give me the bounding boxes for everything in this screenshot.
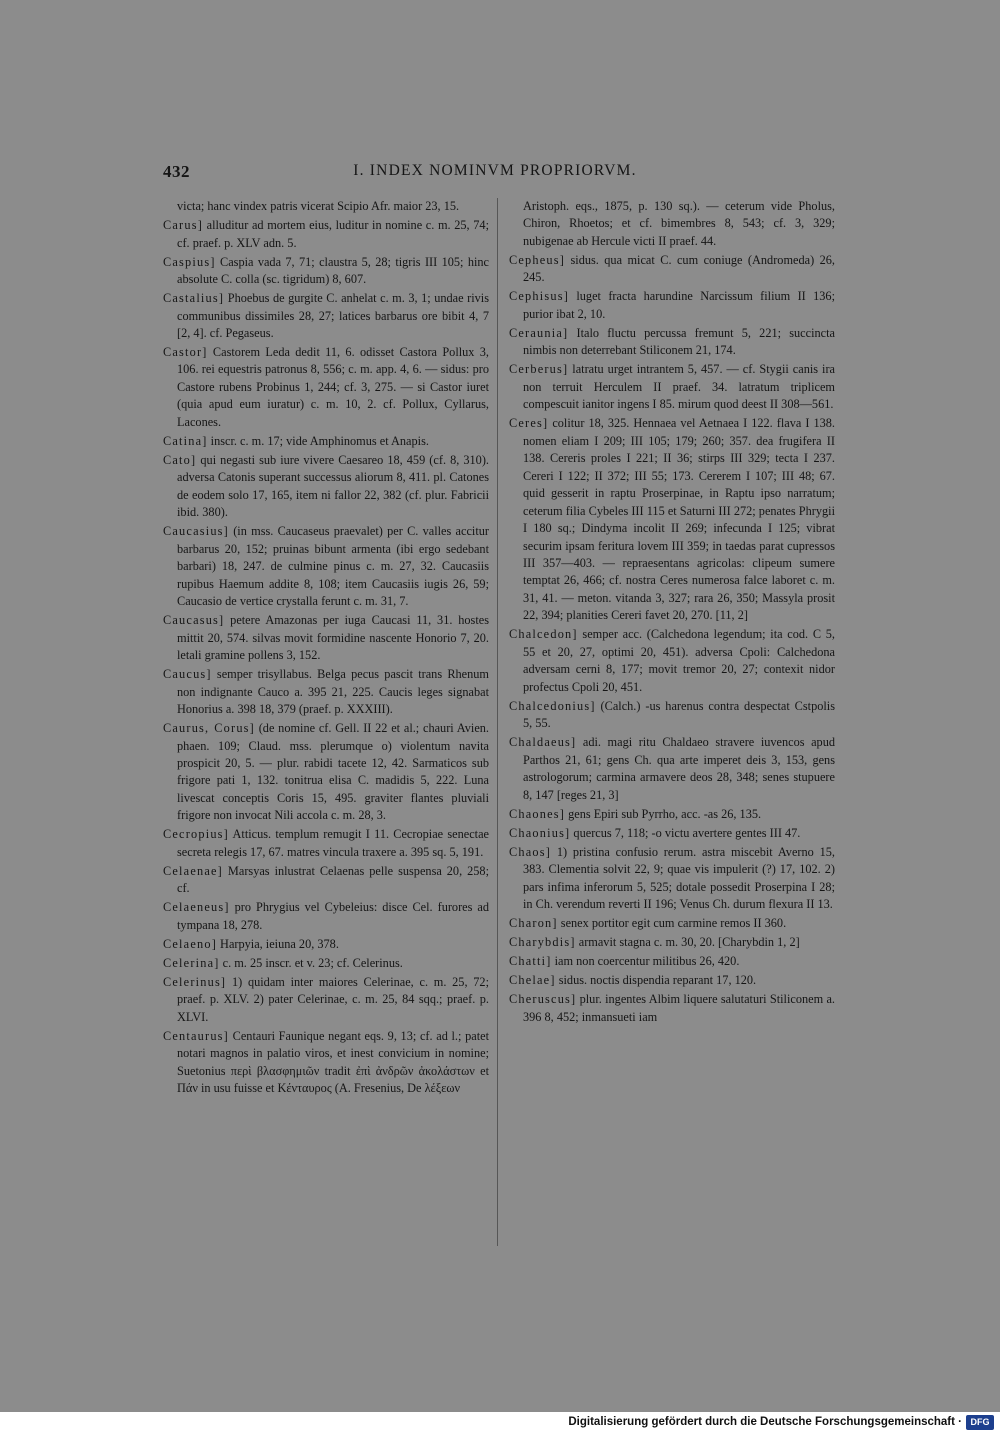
entry-text: (in mss. Caucaseus praevalet) per C. valles accitur barbarus 20, 152; pruinas bibunt armenta (ibi ergo sedebant barbari) 18, 247. de culmine pinus c. m. 27, 32. Caucasiis rupibus Haemum addite 8, 108; item Caucasiis iugis 26, 59; Caucasio de vertice crystalla ferunt c. m. 31, 7. (177, 524, 489, 609)
entry-headword: Caucus] (163, 667, 212, 682)
index-entry (163, 344, 489, 431)
index-entry (509, 953, 835, 970)
entry-text: sidus. noctis dispendia reparant 17, 120. (555, 973, 757, 988)
entry-text: qui negasti sub iure vivere Caesareo 18, 459 (cf. 8, 310). adversa Catonis superant successus aliorum 8, 411. pl. Catones de eodem solo 17, 165, item ni fallor 22, 382 (cf. plur. Fabricii ibid. 380). (177, 452, 489, 520)
dfg-logo: DFG (966, 1415, 994, 1430)
entry-text: c. m. 25 inscr. et v. 23; cf. Celerinus. (219, 955, 403, 970)
entry-headword: Ceres] (509, 416, 549, 431)
index-entry (509, 806, 835, 823)
entry-headword: Chaonius] (509, 825, 571, 840)
index-entry-continuation (163, 198, 489, 215)
entry-text: senex portitor egit cum carmine remos II 360. (557, 916, 787, 931)
footer-funding-text: Digitalisierung gefördert durch die Deutsche Forschungsgemeinschaft · (568, 1416, 962, 1428)
index-entry (509, 934, 835, 951)
entry-headword: Celerina] (163, 955, 220, 970)
index-entry-continuation (509, 198, 835, 250)
index-entry (163, 254, 489, 289)
entry-headword: Chaos] (509, 844, 552, 859)
entry-text: Marsyas inlustrat Celaenas pelle suspensa 20, 258; cf. (177, 863, 489, 896)
entry-text: adi. magi ritu Chaldaeo stravere iuvencos apud Parthos 21, 61; gens Ch. qua arte imperet deis 3, 153, gens astrologorum; carmina armavere deos 28, 348; senes stupuere 8, 147 [reges 21, 3] (523, 735, 835, 802)
entry-text: Atticus. templum remugit I 11. Cecropiae senectae secreta relegis 17, 67. matres vincula traxere a. 395 sq. 5, 191. (177, 827, 489, 859)
entry-headword: Cerberus] (509, 362, 569, 377)
entry-headword: Chaldaeus] (509, 735, 577, 750)
entry-text: petere Amazonas per iuga Caucasi 11, 31. hostes mittit 20, 574. silvas movit formidine nascente Honorio 7, 20. letali gramine pollens 3, 152. (177, 613, 489, 663)
entry-headword: Charybdis] (509, 935, 576, 950)
index-entry (509, 825, 835, 842)
entry-headword: Caspius] (163, 254, 216, 269)
entry-headword: Chelae] (509, 973, 556, 988)
index-entry (163, 826, 489, 861)
index-entry (163, 1028, 489, 1098)
index-entry (163, 523, 489, 610)
index-entry (509, 734, 835, 804)
entry-text: victa; hanc vindex patris vicerat Scipio Afr. maior 23, 15. (177, 199, 460, 213)
entry-text: (de nomine cf. Gell. II 22 et al.; chauri Avien. phaen. 109; Claud. mss. plerumque o) violentum navita prospicit 20, 5. — plur. rabidi tacete 12, 42. Sarmaticos sub frigore pati 1, 132. tonitrua elisa C. madidis 5, 222. Luna livescat conceptis Coris 15, 495. graviter flantes pluviali frigore non invocat Nili accola c. m. 28, 3. (177, 721, 489, 823)
entry-headword: Caucasius] (163, 524, 229, 539)
entry-headword: Chaones] (509, 806, 566, 821)
index-entry (163, 720, 489, 825)
left-column (163, 198, 489, 1099)
page-number: 432 (163, 162, 190, 181)
entry-headword: Chalcedonius] (509, 698, 596, 713)
entry-headword: Cephisus] (509, 289, 569, 304)
index-entry (509, 415, 835, 624)
index-entry (509, 325, 835, 360)
entry-text: gens Epiri sub Pyrrho, acc. -as 26, 135. (565, 806, 762, 821)
entry-headword: Centaurus] (163, 1028, 229, 1043)
entry-headword: Ceraunia] (509, 325, 569, 340)
running-head: I. INDEX NOMINVM PROPRIORVM. (353, 162, 637, 179)
index-entry (509, 252, 835, 287)
entry-text: pro Phrygius vel Cybeleius: disce Cel. furores ad tympana 18, 278. (177, 900, 489, 932)
entry-headword: Carus] (163, 218, 203, 233)
entry-headword: Cepheus] (509, 252, 566, 267)
entry-text: 1) pristina confusio rerum. astra miscebit Averno 15, 383. Clementia solvit 22, 9; quae vis impulerit (?) 17, 102. 2) pars infima inferorum 5, 525; dotale possedit Proserpina I 28; in Ch. verendum reverti II 196; Venus Ch. durum flexura II 13. (523, 844, 835, 912)
entry-text: semper acc. (Calchedona legendum; ita cod. C 5, 55 et 20, 27, optimi 20, 451). adversa Cpoli: Calchedona adversam cerni 8, 177; movit tremor 20, 27; contexit nidor profectus Cpoli 20, 451. (523, 627, 835, 694)
index-entry (163, 290, 489, 342)
entry-text: Centauri Faunique negant eqs. 9, 13; cf. ad l.; patet notari magnos in palatio viros, et inest convicium in nomine; Suetonius περὶ βλασφημιῶν tradit ἐπὶ ἀνδρῶν ἀκολάστων et Πάν in usu fuisse et Κένταυρος (A. Fresenius, De λέξεων (177, 1028, 489, 1096)
entry-headword: Caurus, Corus] (163, 721, 255, 736)
index-entry (509, 361, 835, 413)
index-entry (163, 217, 489, 252)
entry-headword: Cheruscus] (509, 992, 577, 1007)
entry-headword: Celaenae] (163, 863, 223, 878)
entry-headword: Cato] (163, 452, 197, 467)
index-entry (163, 974, 489, 1026)
entry-headword: Castor] (163, 345, 208, 359)
entry-text: Castorem Leda dedit 11, 6. odisset Castora Pollux 3, 106. rei equestris patronus 8, 556; c. m. app. 4, 6. — sidus: pro Castore rubens Probinus 1, 244; cf. 3, 275. — si Castor iuret (quia apud eum iuratur) c. m. 10, 2. cf. Pollux, Cyllarus, Lacones. (177, 345, 489, 429)
entry-text: Italo fluctu percussa fremunt 5, 221; succincta nimbis non deterrebant Stiliconem 21, 174. (523, 325, 835, 358)
entry-text: colitur 18, 325. Hennaea vel Aetnaea I 122. flava I 138. nomen eliam I 209; III 105; 179; 260; 357. dea frugifera II 138. Cereris proles I 221; II 36; stirps III 329; tecta I 237. Cereri I 122; II 372; III 55; 173. Cererem I 107; III 48; 67. quid gesserit in raptu Proserpinae, in Raptu ipso narratum; ceterum filia Cybeles III 115 et Saturni III 272; penates Phrygii I 180 sq.; Dindyma incolit II 269; infecunda I 125; vibrat securim ipsam feritura lovem III 359; in taedas parat cupressos III 357—403. — repraesentans agricolas: clipeum sumere temptat 26, 466; cf. nostra Ceres numerosa falce laboret c. m. 31, 41. — meton. vitanda 3, 327; rara 26, 350; Massyla prosit 22, 394; planities Cereri favet 20, 270. [11, 2] (523, 416, 835, 623)
entry-headword: Chalcedon] (509, 627, 578, 642)
right-column (509, 198, 835, 1028)
index-entry (163, 936, 489, 953)
entry-text: sidus. qua micat C. cum coniuge (Andromeda) 26, 245. (523, 252, 835, 285)
entry-text: inscr. c. m. 17; vide Amphinomus et Anapis. (207, 433, 429, 448)
entry-text: latratu urget intrantem 5, 457. — cf. Stygii canis ira non terruit Herculem II praef. 34. latratum triplicem compescuit ianitor ingens I 85. mirum quod deest II 308—561. (523, 362, 835, 412)
index-entry (509, 626, 835, 696)
entry-text: iam non coercentur militibus 26, 420. (551, 954, 740, 969)
entry-text: 1) quidam inter maiores Celerinae, c. m. 25, 72; praef. p. XLV. 2) pater Celerinae, c. m. 25, 84 sqq.; praef. p. XLVI. (177, 974, 489, 1024)
entry-text: plur. ingentes Albim liquere salutaturi Stiliconem a. 396 8, 452; inmansueti iam (523, 992, 835, 1024)
entry-text: Caspia vada 7, 71; claustra 5, 28; tigris III 105; hinc absolute C. colla (sc. tigridum) 8, 607. (177, 254, 489, 286)
index-entry (163, 433, 489, 450)
index-entry (509, 915, 835, 932)
entry-text: Harpyia, ieiuna 20, 378. (216, 936, 339, 951)
entry-text: quercus 7, 118; -o victu avertere gentes III 47. (570, 825, 801, 840)
entry-headword: Caucasus] (163, 613, 225, 628)
index-entry (163, 899, 489, 934)
index-entry (509, 288, 835, 323)
entry-headword: Castalius] (163, 291, 225, 306)
entry-text: luget fracta harundine Narcissum filium II 136; purior ibat 2, 10. (523, 289, 835, 321)
index-entry (509, 698, 835, 733)
entry-text: semper trisyllabus. Belga pecus pascit trans Rhenum non indignante Cauco a. 395 21, 225. Caucis leges signabat Honorius a. 398 18, 379 (praef. p. XXXIII). (177, 667, 489, 717)
entry-headword: Celaeno] (163, 936, 217, 951)
entry-headword: Celaeneus] (163, 900, 230, 915)
entry-text: (Calch.) -us harenus contra despectat Cstpolis 5, 55. (523, 698, 835, 731)
entry-headword: Charon] (509, 916, 558, 931)
index-entry (163, 955, 489, 972)
entry-text: armavit stagna c. m. 30, 20. [Charybdin 1, 2] (575, 935, 800, 950)
entry-headword: Celerinus] (163, 974, 227, 989)
index-entry (509, 972, 835, 989)
index-entry (163, 612, 489, 664)
footer-bar (0, 1412, 1000, 1434)
entry-headword: Cecropius] (163, 827, 229, 842)
entry-headword: Catina] (163, 433, 208, 448)
entry-text: alluditur ad mortem eius, luditur in nomine c. m. 25, 74; cf. praef. p. XLV adn. 5. (177, 218, 489, 250)
entry-text: Aristoph. eqs., 1875, p. 130 sq.). — ceterum vide Pholus, Chiron, Rhoetos; et cf. bimembres 8, 543; cf. 3, 329; nubigenae ab Hercule victi II praef. 44. (523, 199, 835, 248)
index-entry (163, 452, 489, 522)
entry-headword: Chatti] (509, 954, 552, 969)
entry-text: Phoebus de gurgite C. anhelat c. m. 3, 1; undae rivis communibus dissimiles 28, 27; latices barbarus ore bibit 4, 7 [2, 4]. cf. Pegaseus. (177, 291, 489, 340)
index-entry (163, 666, 489, 718)
index-entry (509, 991, 835, 1026)
index-entry (509, 844, 835, 914)
index-entry (163, 863, 489, 898)
column-divider (497, 198, 498, 1246)
